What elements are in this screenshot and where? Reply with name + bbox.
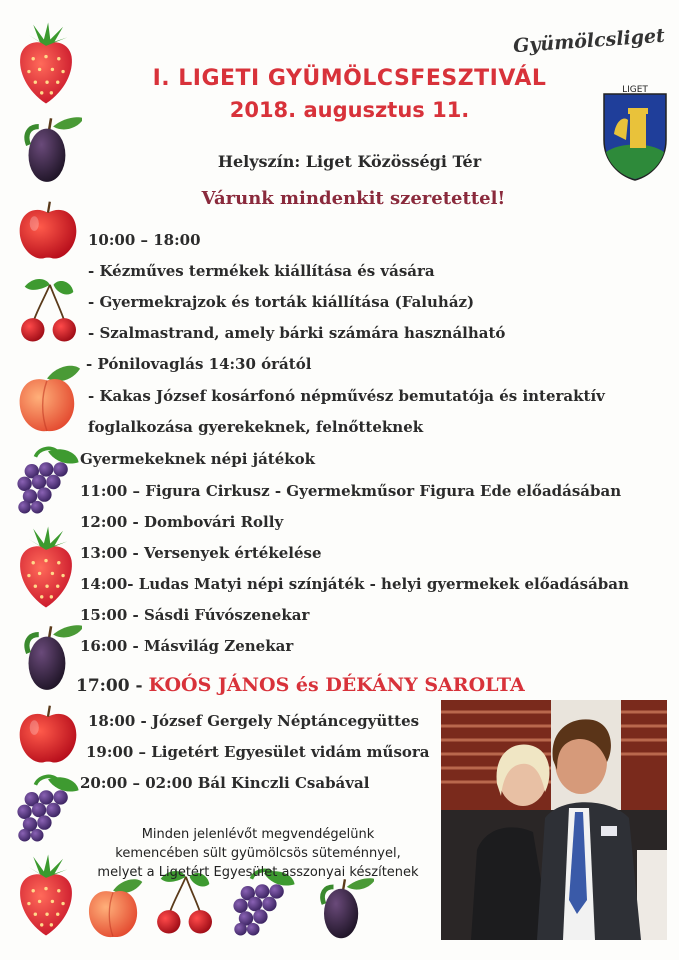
program-line: 11:00 – Figura Cirkusz - Gyermekműsor Figura Ede előadásában (80, 482, 622, 500)
program-line: 16:00 - Másvilág Zenekar (80, 637, 294, 655)
strawberry-icon (14, 18, 78, 108)
evening-line: 20:00 – 02:00 Bál Kinczli Csabával (80, 774, 370, 792)
venue: Helyszín: Liget Közösségi Tér (217, 152, 482, 171)
grape-icon (12, 444, 84, 520)
note-line: kemencében sült gyümölcsös süteménnyel, (115, 846, 401, 861)
brand-logo: Gyümölcsliget (512, 24, 666, 58)
plum-icon (16, 612, 82, 694)
apple-icon (16, 700, 80, 768)
headliner-name: KOÓS JÁNOS és DÉKÁNY SAROLTA (148, 674, 525, 696)
program-line: Gyermekeknek népi játékok (80, 450, 316, 468)
program-line: 13:00 - Versenyek értékelése (80, 544, 322, 562)
peach-icon (14, 352, 82, 440)
program-line: - Gyermekrajzok és torták kiállítása (Faluház) (88, 293, 475, 311)
note-line: Minden jelenlévőt megvendégelünk (141, 827, 375, 842)
program-line: 10:00 – 18:00 (88, 231, 201, 249)
program-line: 15:00 - Sásdi Fúvószenekar (80, 606, 310, 624)
headliner-line (76, 674, 525, 696)
program-line: foglalkozása gyerekeknek, felnőtteknek (88, 418, 424, 436)
program-line: 14:00- Ludas Matyi népi színjáték - helyi gyermekek előadásában (80, 575, 629, 593)
program-line: - Szalmastrand, amely bárki számára használható (88, 324, 506, 342)
welcome-message: Várunk mindenkit szeretettel! (201, 188, 506, 209)
program-line: 12:00 - Dombovári Rolly (80, 513, 284, 531)
performers-photo (441, 700, 667, 940)
program-line: - Kézműves termékek kiállítása és vására (88, 262, 435, 280)
hospitality-note (58, 825, 458, 882)
crest-label: LIGET (622, 85, 648, 95)
evening-line: 19:00 – Ligetért Egyesület vidám műsora (86, 743, 430, 761)
program-line: - Kakas József kosárfonó népművész bemutatója és interaktív (88, 387, 605, 405)
festival-title: I. LIGETI GYÜMÖLCSFESZTIVÁL (152, 66, 547, 91)
note-line: melyet a Ligetért Egyesület asszonyai készítenek (97, 865, 419, 880)
headliner-time: 17:00 - (76, 676, 143, 696)
evening-line: 18:00 - József Gergely Néptáncegyüttes (88, 712, 420, 730)
cherry-icon (14, 274, 84, 346)
strawberry-icon (14, 522, 78, 612)
festival-date: 2018. augusztus 11. (229, 98, 470, 122)
program-line: - Pónilovaglás 14:30 órától (86, 355, 312, 373)
